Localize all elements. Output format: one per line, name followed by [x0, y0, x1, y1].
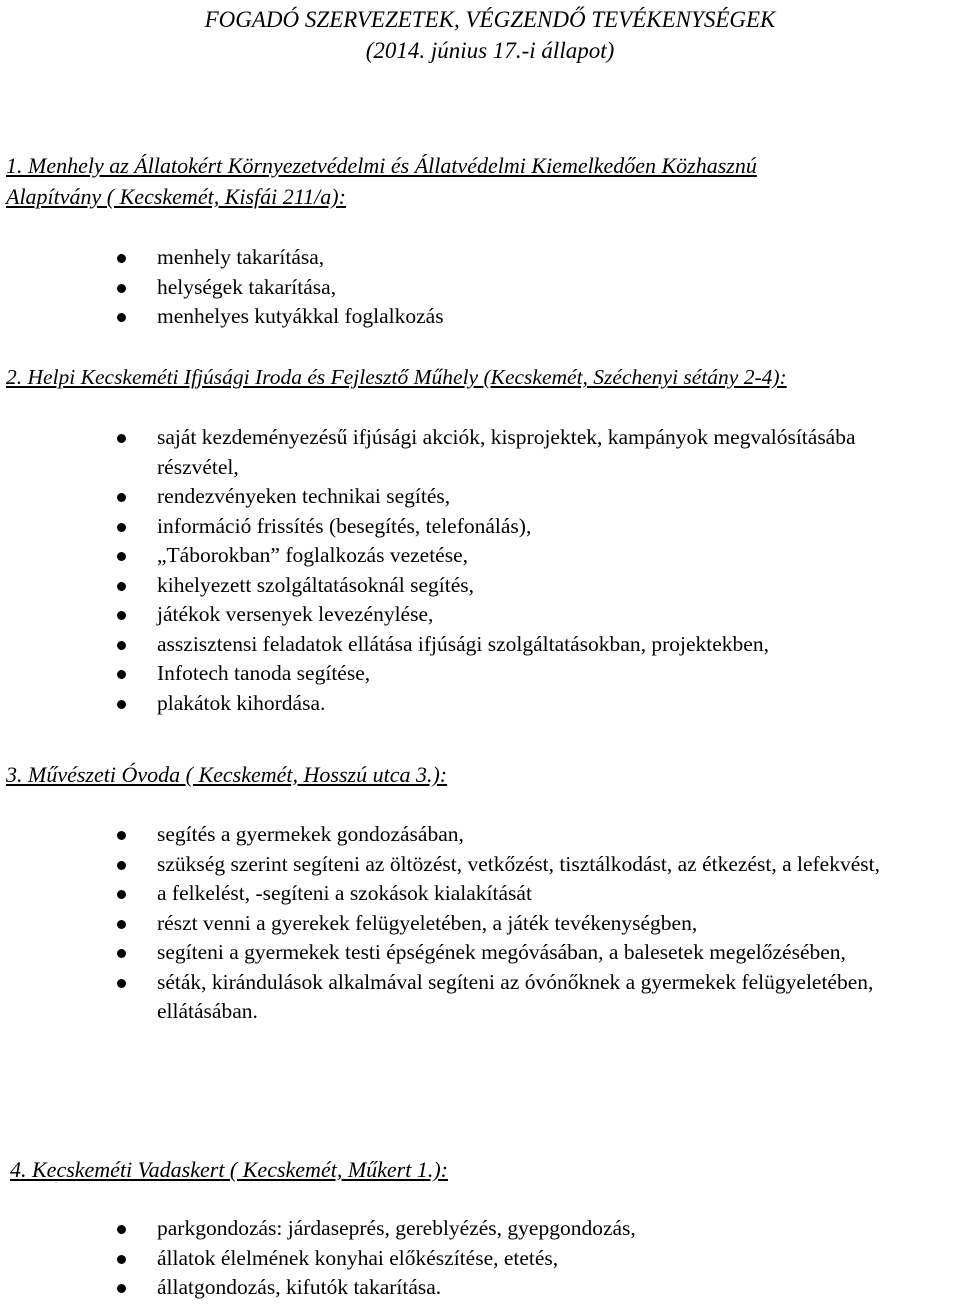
section-4-list	[0, 1214, 917, 1303]
list-item: parkgondozás: járdaseprés, gereblyézés, gyepgondozás,	[0, 1214, 917, 1244]
list-item: rendezvényeken technikai segítés,	[0, 482, 917, 512]
section-2-heading-line-1: 2. Helpi Kecskeméti Ifjúsági Iroda és Fejlesztő Műhely (Kecskemét, Széchenyi sétány 2-4):	[6, 365, 787, 389]
list-item: szükség szerint segíteni az öltözést, vetkőzést, tisztálkodást, az étkezést, a lefekvést,	[0, 850, 917, 880]
title-line-1: FOGADÓ SZERVEZETEK, VÉGZENDŐ TEVÉKENYSÉGEK	[204, 7, 776, 32]
bullet-icon	[117, 254, 126, 263]
list-item: állatok élelmének konyhai előkészítése, etetés,	[0, 1244, 917, 1274]
bullet-icon	[117, 611, 126, 620]
bullet-icon	[117, 979, 126, 988]
list-item: helységek takarítása,	[0, 273, 917, 303]
bullet-icon	[117, 434, 126, 443]
section-1-heading-line-2: Alapítvány ( Kecskemét, Kisfái 211/a):	[6, 184, 346, 209]
list-item: segíteni a gyermekek testi épségének megóvásában, a balesetek megelőzésében,	[0, 938, 917, 968]
bullet-icon	[117, 284, 126, 293]
title-line-2: (2014. június 17.-i állapot)	[365, 38, 615, 63]
list-item: információ frissítés (besegítés, telefonálás),	[0, 512, 917, 542]
bullet-icon	[117, 831, 126, 840]
section-1-heading-line-1: 1. Menhely az Állatokért Környezetvédelmi és Állatvédelmi Kiemelkedően Közhasznú	[6, 153, 757, 178]
bullet-icon	[117, 582, 126, 591]
section-3-heading-line-1: 3. Művészeti Óvoda ( Kecskemét, Hosszú utca 3.):	[6, 762, 448, 787]
bullet-icon	[117, 1255, 126, 1264]
bullet-icon	[117, 523, 126, 532]
bullet-icon	[117, 949, 126, 958]
bullet-icon	[117, 700, 126, 709]
bullet-icon	[117, 493, 126, 502]
list-item: részt venni a gyerekek felügyeletében, a játék tevékenységben,	[0, 909, 917, 939]
section-4-heading	[10, 1154, 448, 1185]
list-item: segítés a gyermekek gondozásában,	[0, 820, 917, 850]
list-item: „Táborokban” foglalkozás vezetése,	[0, 541, 917, 571]
section-2-list	[0, 423, 917, 718]
bullet-icon	[117, 641, 126, 650]
list-item: állatgondozás, kifutók takarítása.	[0, 1273, 917, 1303]
list-item: saját kezdeményezésű ifjúsági akciók, kisprojektek, kampányok megvalósításába részvétel,	[0, 423, 917, 482]
section-4-heading-line-1: 4. Kecskeméti Vadaskert ( Kecskemét, Műkert 1.):	[10, 1157, 449, 1182]
list-item: kihelyezett szolgáltatásoknál segítés,	[0, 571, 917, 601]
section-2-heading	[6, 362, 787, 393]
section-3-list	[0, 820, 917, 1027]
bullet-icon	[117, 313, 126, 322]
list-item: a felkelést, -segíteni a szokások kialakítását	[0, 879, 917, 909]
bullet-icon	[117, 920, 126, 929]
list-item: menhelyes kutyákkal foglalkozás	[0, 302, 917, 332]
section-3-heading	[6, 759, 447, 790]
bullet-icon	[117, 1284, 126, 1293]
section-1-heading	[6, 150, 757, 212]
list-item: játékok versenyek levezénylése,	[0, 600, 917, 630]
bullet-icon	[117, 1225, 126, 1234]
bullet-icon	[117, 890, 126, 899]
bullet-icon	[117, 670, 126, 679]
list-item: Infotech tanoda segítése,	[0, 659, 917, 689]
bullet-icon	[117, 861, 126, 870]
section-1-list	[0, 243, 917, 332]
list-item: plakátok kihordása.	[0, 689, 917, 719]
bullet-icon	[117, 552, 126, 561]
document-title	[150, 4, 830, 66]
list-item: menhely takarítása,	[0, 243, 917, 273]
list-item: asszisztensi feladatok ellátása ifjúsági szolgáltatásokban, projektekben,	[0, 630, 917, 660]
list-item: séták, kirándulások alkalmával segíteni az óvónőknek a gyermekek felügyeletében, ellátásában.	[0, 968, 917, 1027]
